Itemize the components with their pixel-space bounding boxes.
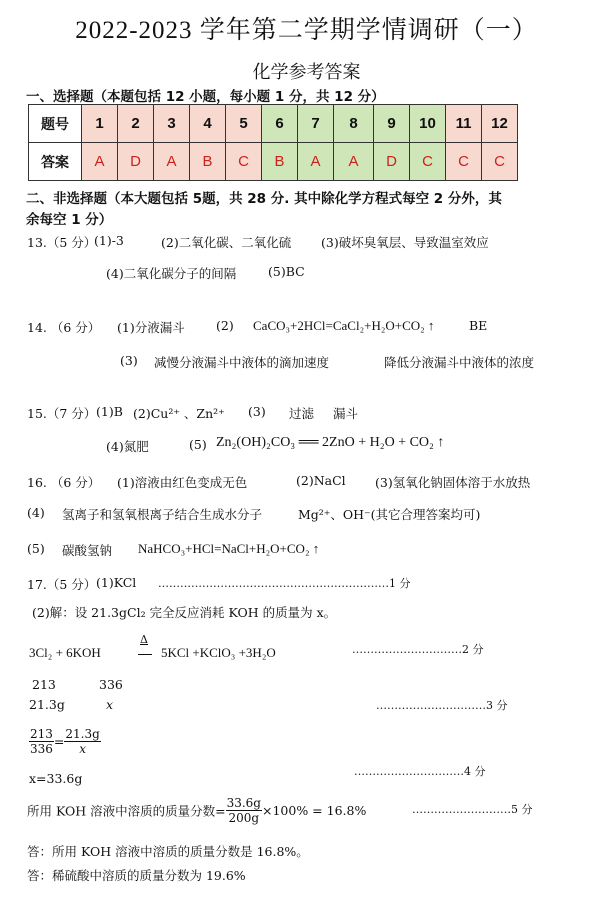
q16-answer-4-label: (4) [27, 505, 45, 520]
question-number: 11 [446, 105, 482, 143]
answer-cell: A [334, 143, 374, 181]
mass-fraction [226, 796, 262, 825]
q16-answer-5-equation: NaHCO₃+HCl=NaCl+H₂O+CO₂ ↑ [138, 541, 320, 556]
q15-label: 15.（7 分） [27, 406, 97, 421]
q17-ratio-1: 213 [32, 677, 56, 692]
q14-label: 14. （6 分） [27, 320, 101, 335]
q17-answer-line-1: 答：所用 KOH 溶液中溶质的质量分数是 16.8%。 [27, 844, 309, 859]
answer-cell: B [262, 143, 298, 181]
fraction-numerator: 21.3g [65, 727, 100, 741]
q17-equation-arrow [138, 654, 152, 655]
q16-answer-4-part1: 氢离子和氢氧根离子结合生成水分子 [62, 507, 263, 522]
q14-answer-3-label: (3) [120, 353, 138, 368]
question-number: 2 [118, 105, 154, 143]
q13-answer-1: (1)-3 [94, 233, 124, 248]
q14-answer-1: (1)分液漏斗 [117, 320, 185, 335]
q16-answer-3: (3)氢氧化钠固体溶于水放热 [375, 475, 531, 490]
q17-mass-1: 21.3g [29, 697, 65, 712]
q13-label: 13.（5 分） [27, 235, 97, 250]
fraction-denominator: x [79, 742, 86, 756]
fraction-denominator: 200g [228, 811, 260, 825]
proportion-equals: = [53, 734, 65, 749]
q17-answer-1-dots: ………………………………………………………1 分 [158, 577, 411, 590]
number-row [29, 105, 518, 143]
q14-answer-2-extra: BE [469, 318, 488, 333]
row-label-answer: 答案 [29, 143, 82, 181]
answer-row [29, 143, 518, 181]
q15-answer-3-part1: 过滤 [289, 406, 315, 421]
q17-result-dots: …………………………4 分 [354, 765, 486, 778]
question-number: 5 [226, 105, 262, 143]
q13-answer-5: (5)BC [268, 264, 305, 279]
q15-answer-3-part2: 漏斗 [333, 406, 359, 421]
q15-answer-5-label: (5) [189, 437, 207, 452]
section2-heading-line2: 余每空 1 分） [26, 212, 113, 228]
q14-answer-3-part1: 减慢分液漏斗中液体的滴加速度 [154, 355, 330, 370]
q15-answer-2: (2)Cu²⁺ 、Zn²⁺ [133, 406, 225, 421]
answer-cell: A [298, 143, 334, 181]
q16-answer-4-part2: Mg²⁺、OH⁻(其它合理答案均可) [298, 507, 481, 522]
q17-ratio-2: 336 [99, 677, 123, 692]
q17-mass-2: x [106, 697, 114, 712]
q13-answer-2: (2)二氧化碳、二氧化硫 [161, 235, 292, 250]
q17-mass-dots: …………………………3 分 [376, 699, 508, 712]
question-number: 7 [298, 105, 334, 143]
question-number: 6 [262, 105, 298, 143]
answer-cell: D [118, 143, 154, 181]
q16-answer-5-part1: 碳酸氢钠 [62, 543, 113, 558]
fraction-denominator: 336 [30, 742, 53, 756]
question-number: 9 [374, 105, 410, 143]
section2-heading-line1: 二、非选择题（本大题包括 5题，共 28 分. 其中除化学方程式每空 2 分外，其 [26, 191, 502, 207]
answer-cell: B [190, 143, 226, 181]
answer-cell: A [154, 143, 190, 181]
q17-answer-1: (1)KCl [96, 575, 137, 590]
q17-setup: (2)解：设 21.3gCl₂ 完全反应消耗 KOH 的质量为 x。 [32, 605, 337, 620]
question-number: 10 [410, 105, 446, 143]
page-title: 2022-2023 学年第二学期学情调研（一） [75, 17, 538, 44]
q17-mass-fraction [27, 796, 366, 825]
q16-answer-1: (1)溶液由红色变成无色 [117, 475, 248, 490]
answer-cell: D [374, 143, 410, 181]
question-number: 4 [190, 105, 226, 143]
answer-table [28, 104, 518, 181]
q17-equation-condition: Δ [140, 633, 148, 646]
q17-equation-right: 5KCl +KClO₃ +3H₂O [161, 645, 276, 660]
section1-heading: 一、选择题（本题包括 12 小题，每小题 1 分，共 12 分） [26, 89, 385, 105]
fraction-numerator: 33.6g [226, 796, 261, 810]
q16-label: 16. （6 分） [27, 475, 101, 490]
q14-answer-2-equation: CaCO₃+2HCl=CaCl₂+H₂O+CO₂ ↑ [253, 318, 435, 333]
question-number: 3 [154, 105, 190, 143]
q15-answer-5-equation: Zn₂(OH)₂CO₃ ══ 2ZnO + H₂O + CO₂ ↑ [216, 435, 445, 450]
row-label-number: 题号 [29, 105, 82, 143]
mass-fraction-suffix: ×100% = 16.8% [261, 803, 367, 818]
q13-answer-4: (4)二氧化碳分子的间隔 [106, 266, 237, 281]
q13-answer-3: (3)破坏臭氧层、导致温室效应 [321, 235, 489, 250]
q17-proportion [29, 727, 101, 756]
proportion-fraction-right [64, 727, 100, 756]
q17-label: 17.（5 分） [27, 577, 97, 592]
answer-cell: C [226, 143, 262, 181]
q16-answer-5-label: (5) [27, 541, 45, 556]
page-subtitle: 化学参考答案 [252, 62, 361, 83]
answer-cell: A [82, 143, 118, 181]
fraction-numerator: 213 [30, 727, 53, 741]
q17-answer-line-2: 答：稀硫酸中溶质的质量分数为 19.6% [27, 868, 246, 883]
q17-equation-left: 3Cl₂ + 6KOH [29, 645, 101, 660]
q17-mass-fraction-dots: ………………………5 分 [412, 803, 533, 816]
proportion-fraction-left [29, 727, 54, 756]
q17-equation-dots: …………………………2 分 [352, 643, 484, 656]
answer-cell: C [482, 143, 518, 181]
answer-cell: C [410, 143, 446, 181]
q15-answer-3-label: (3) [248, 404, 266, 419]
q14-answer-3-part2: 降低分液漏斗中液体的浓度 [384, 355, 535, 370]
q16-answer-2: (2)NaCl [296, 473, 346, 488]
q15-answer-4: (4)氮肥 [106, 439, 149, 454]
q15-answer-1: (1)B [96, 404, 123, 419]
q17-result: x=33.6g [29, 771, 83, 786]
mass-fraction-prefix: 所用 KOH 溶液中溶质的质量分数= [27, 803, 226, 819]
q14-answer-2-label: (2) [216, 318, 234, 333]
question-number: 1 [82, 105, 118, 143]
question-number: 12 [482, 105, 518, 143]
question-number: 8 [334, 105, 374, 143]
answer-cell: C [446, 143, 482, 181]
